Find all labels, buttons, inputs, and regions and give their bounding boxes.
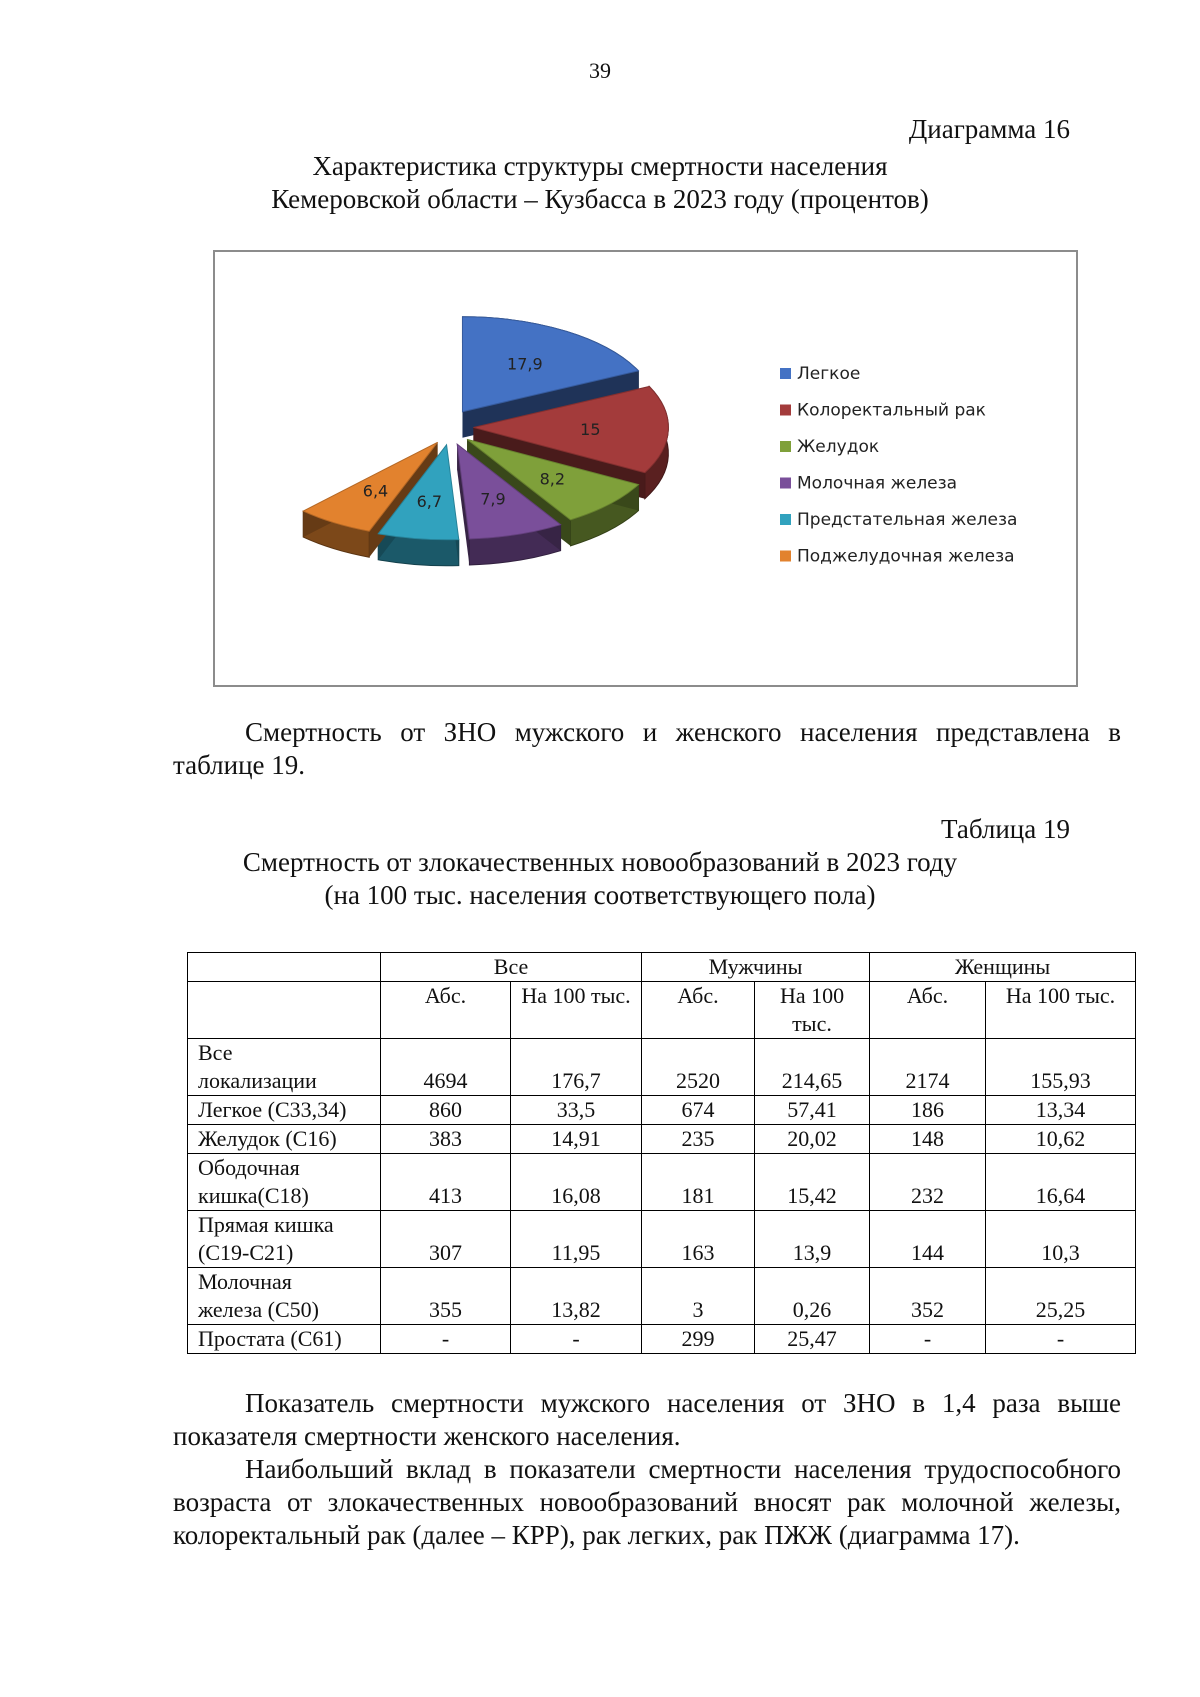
table-cell: 20,02: [755, 1125, 870, 1154]
pie-chart: [213, 250, 1078, 687]
table-cell: 11,95: [511, 1211, 642, 1268]
row-label: [188, 1325, 381, 1354]
sub-header: На 100 тыс.: [755, 982, 870, 1039]
table-cell: 4694: [381, 1039, 511, 1096]
table-title: [0, 846, 1200, 912]
table-cell: 352: [870, 1268, 986, 1325]
row-label-line2: (С19-С21): [198, 1240, 294, 1265]
table-corner-cell-2: [188, 982, 381, 1039]
row-label: [188, 1125, 381, 1154]
table-row: [188, 1039, 1136, 1096]
legend-label: Поджелудочная железа: [797, 546, 1015, 567]
paragraph-1: Смертность от ЗНО мужского и женского населения представлена в таблице 19.: [173, 717, 1121, 780]
row-label: [188, 1211, 381, 1268]
group-header-men: Мужчины: [642, 953, 870, 982]
table-group-header-row: [188, 953, 1136, 982]
legend-label: Колоректальный рак: [797, 400, 986, 421]
table-cell: 3: [642, 1268, 755, 1325]
pie-slice-label: 6,4: [362, 481, 389, 501]
table-cell: 57,41: [755, 1096, 870, 1125]
row-label-line2: локализации: [198, 1068, 317, 1093]
table-cell: 163: [642, 1211, 755, 1268]
row-label: [188, 1154, 381, 1211]
sub-header: На 100 тыс.: [511, 982, 642, 1039]
table-cell: 33,5: [511, 1096, 642, 1125]
table-cell: 14,91: [511, 1125, 642, 1154]
table-cell: 155,93: [986, 1039, 1136, 1096]
row-label-line2: железа (С50): [198, 1297, 319, 1322]
row-label: [188, 1096, 381, 1125]
group-header-women: Женщины: [870, 953, 1136, 982]
row-label-line1: Прямая кишка: [198, 1212, 334, 1237]
table-cell: 181: [642, 1154, 755, 1211]
mortality-table: [187, 952, 1136, 1354]
table-row: [188, 1268, 1136, 1325]
table-title-line2: (на 100 тыс. населения соответствующего пола): [324, 880, 876, 910]
table-cell: 144: [870, 1211, 986, 1268]
legend-label: Желудок: [797, 437, 880, 457]
pie-slice-label: 17,9: [507, 354, 543, 374]
legend-swatch: [780, 441, 791, 452]
table-cell: 15,42: [755, 1154, 870, 1211]
table-cell: 413: [381, 1154, 511, 1211]
paragraph-3: Наибольший вклад в показатели смертности населения трудоспособного возраста от злокачественных новообразований вносят рак молочной железы, колоректальный рак (далее – КРР), рак легких, рак ПЖЖ (диаграмма 17).: [173, 1454, 1121, 1550]
row-label-line1: Молочная: [198, 1269, 292, 1294]
table-sub-header-row: [188, 982, 1136, 1039]
sub-header: Абс.: [870, 982, 986, 1039]
legend-label: Молочная железа: [797, 473, 958, 494]
table-corner-cell: [188, 953, 381, 982]
legend-swatch: [780, 405, 791, 416]
table-cell: 0,26: [755, 1268, 870, 1325]
pie-slice-label: 15: [580, 419, 601, 439]
table-label: Таблица 19: [941, 814, 1070, 844]
table-cell: 176,7: [511, 1039, 642, 1096]
row-label-line2: кишка(С18): [198, 1183, 309, 1208]
row-label-line1: Все: [198, 1040, 233, 1065]
table-cell: 16,08: [511, 1154, 642, 1211]
group-header-all: Все: [381, 953, 642, 982]
table-cell: 383: [381, 1125, 511, 1154]
pie-slice-label: 7,9: [480, 489, 506, 509]
table-row: [188, 1211, 1136, 1268]
row-label-line1: Простата (С61): [198, 1326, 342, 1351]
table-cell: 13,9: [755, 1211, 870, 1268]
table-body: [188, 1039, 1136, 1354]
table-row: [188, 1154, 1136, 1211]
table-cell: 214,65: [755, 1039, 870, 1096]
table-cell: 25,25: [986, 1268, 1136, 1325]
row-label-line1: Ободочная: [198, 1155, 300, 1180]
table-cell: 307: [381, 1211, 511, 1268]
row-label-line1: Легкое (С33,34): [198, 1097, 347, 1122]
table-row: [188, 1125, 1136, 1154]
legend-swatch: [780, 551, 791, 562]
table-cell: 16,64: [986, 1154, 1136, 1211]
table-cell: 355: [381, 1268, 511, 1325]
table-cell: 299: [642, 1325, 755, 1354]
table-row: [188, 1096, 1136, 1125]
row-label-line1: Желудок (С16): [198, 1126, 337, 1151]
legend-label: Легкое: [797, 364, 861, 384]
table-cell: 860: [381, 1096, 511, 1125]
pie-slice-label: 8,2: [539, 469, 566, 489]
table-cell: -: [511, 1325, 642, 1354]
table-cell: 10,62: [986, 1125, 1136, 1154]
table-cell: -: [986, 1325, 1136, 1354]
sub-header: Абс.: [642, 982, 755, 1039]
table-cell: 186: [870, 1096, 986, 1125]
legend-swatch: [780, 514, 791, 525]
table-cell: 2520: [642, 1039, 755, 1096]
diagram-title: [0, 150, 1200, 216]
diagram-label: Диаграмма 16: [908, 114, 1070, 144]
table-title-line1: Смертность от злокачественных новообразований в 2023 году: [242, 847, 958, 877]
legend-swatch: [780, 478, 791, 489]
table-cell: -: [870, 1325, 986, 1354]
page-number: 39: [589, 58, 611, 83]
sub-header: На 100 тыс.: [986, 982, 1136, 1039]
legend-label: Предстательная железа: [797, 510, 1018, 530]
legend-swatch: [780, 368, 791, 379]
table-cell: 10,3: [986, 1211, 1136, 1268]
table-cell: 25,47: [755, 1325, 870, 1354]
table-cell: 674: [642, 1096, 755, 1125]
table-cell: 2174: [870, 1039, 986, 1096]
pie-chart-svg: [215, 252, 1076, 685]
table-cell: 235: [642, 1125, 755, 1154]
table-cell: -: [381, 1325, 511, 1354]
table-row: [188, 1325, 1136, 1354]
table-cell: 13,82: [511, 1268, 642, 1325]
table-cell: 232: [870, 1154, 986, 1211]
diagram-title-line2: Кемеровской области – Кузбасса в 2023 году (процентов): [271, 184, 929, 214]
table-cell: 148: [870, 1125, 986, 1154]
pie-slice-label: 6,7: [416, 492, 443, 512]
chart-legend: [780, 364, 1017, 567]
diagram-title-line1: Характеристика структуры смертности населения: [312, 151, 888, 181]
row-label: [188, 1268, 381, 1325]
paragraph-2: Показатель смертности мужского населения от ЗНО в 1,4 раза выше показателя смертности женского населения.: [173, 1388, 1121, 1451]
row-label: [188, 1039, 381, 1096]
table-cell: 13,34: [986, 1096, 1136, 1125]
sub-header: Абс.: [381, 982, 511, 1039]
